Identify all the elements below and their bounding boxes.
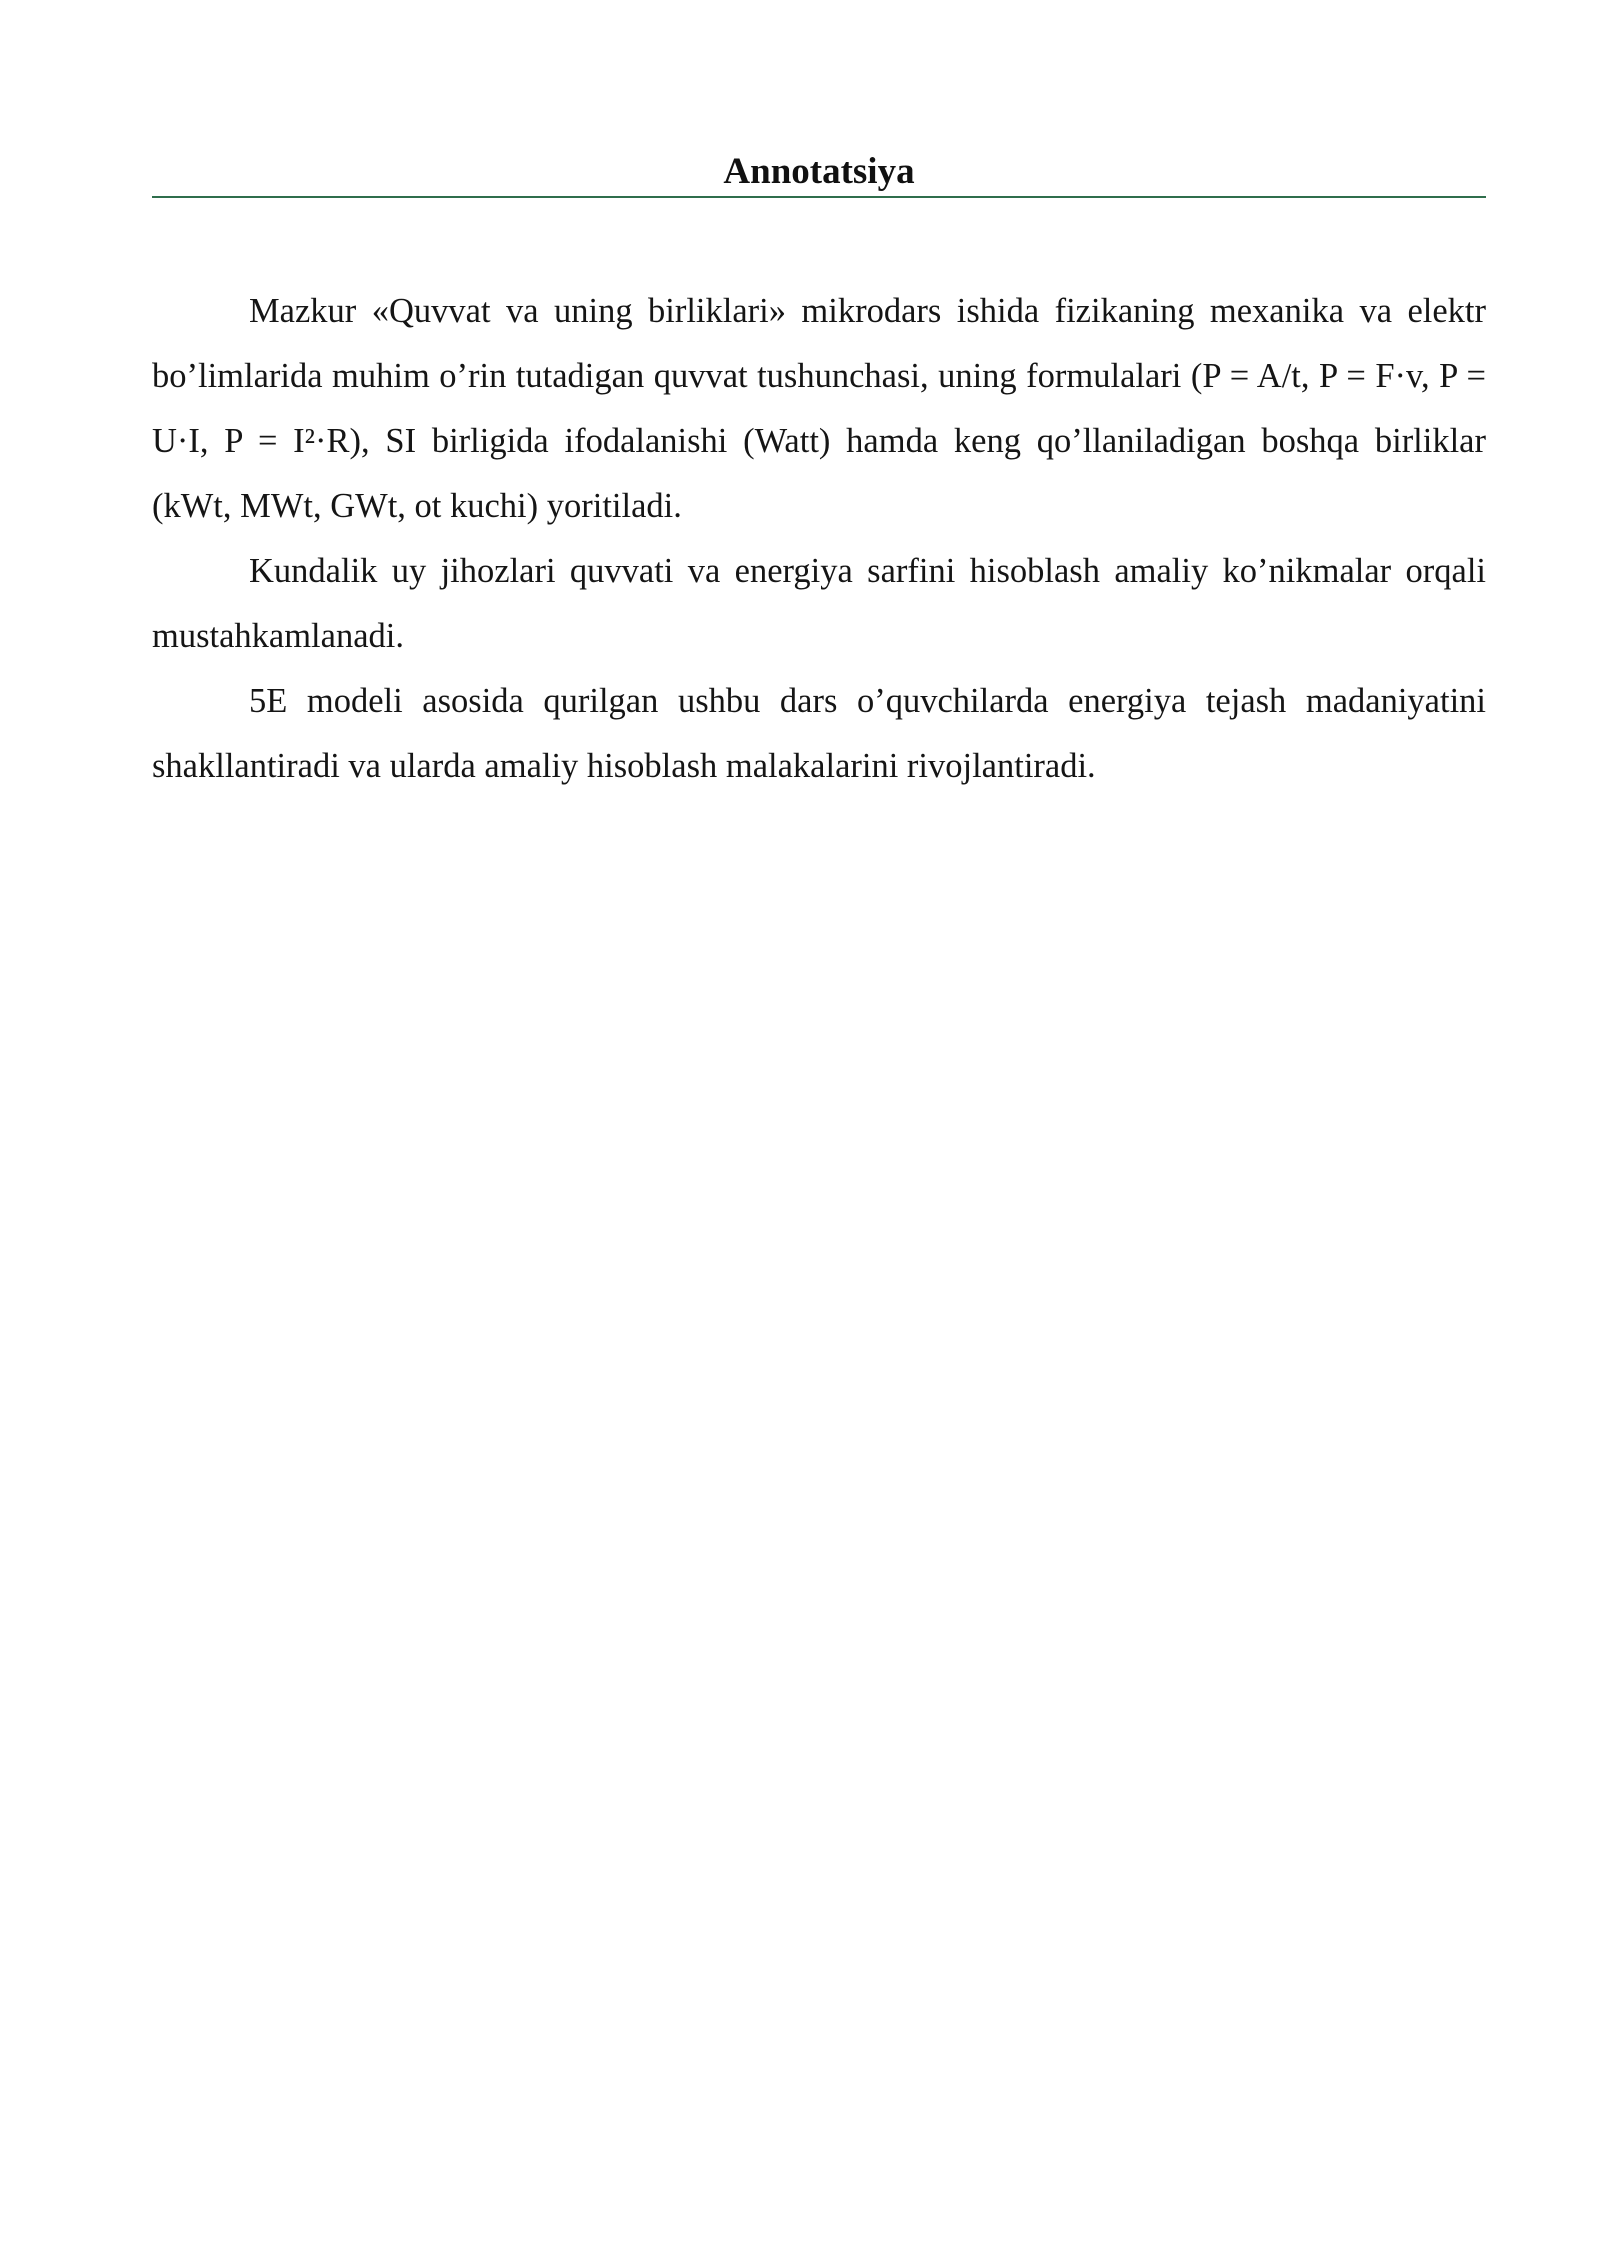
page-header bbox=[152, 150, 1486, 198]
annotation-body bbox=[152, 279, 1486, 799]
paragraph-model: 5E modeli asosida qurilgan ushbu dars o’quvchilarda energiya tejash madaniyatini shakllantiradi va ularda amaliy hisoblash malakalarini rivojlantiradi. bbox=[152, 682, 1486, 785]
paragraph-intro: Mazkur «Quvvat va uning birliklari» mikrodars ishida fizikaning mexanika va elektr bo’limlarida muhim o’rin tutadigan quvvat tushunchasi, uning formulalari (P = A/t, P = F·v, P = U·I, P = I²·R), SI birligida ifodalanishi (Watt) hamda keng qo’llaniladigan boshqa birliklar (kWt, MWt, GWt, ot kuchi) yoritiladi. bbox=[152, 292, 1486, 525]
page-title: Annotatsiya bbox=[723, 151, 915, 192]
paragraph-practice: Kundalik uy jihozlari quvvati va energiya sarfini hisoblash amaliy ko’nikmalar orqali mustahkamlanadi. bbox=[152, 552, 1486, 655]
